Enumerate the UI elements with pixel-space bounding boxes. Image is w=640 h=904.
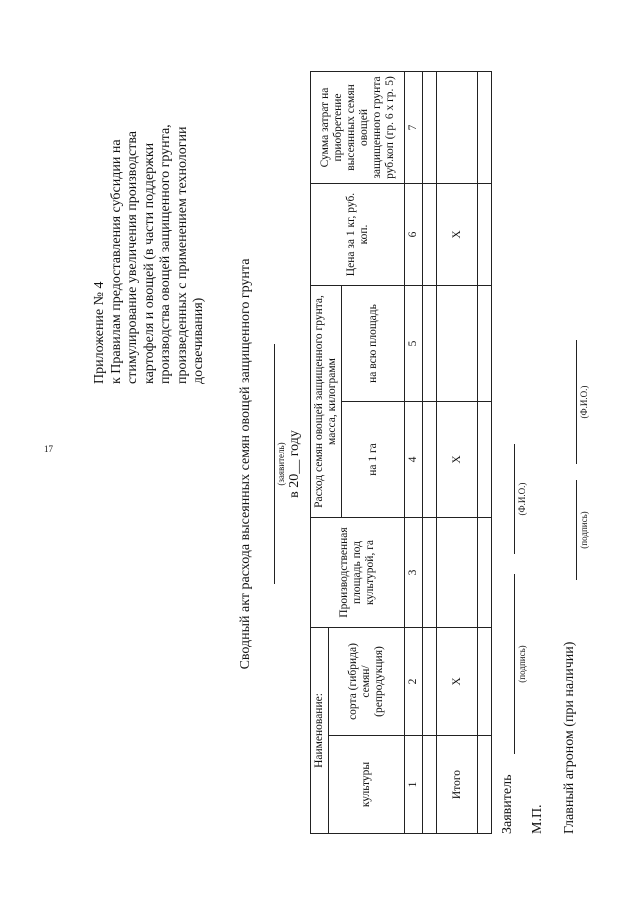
mp-label: М.П. [530, 804, 545, 834]
applicant-label: Заявитель [500, 774, 515, 834]
empty-cell [423, 628, 437, 736]
annex-line: произведенных с применением технологии [174, 126, 190, 384]
agronomist-fio-line [576, 340, 577, 464]
annex-line: к Правилам предоставления субсидии на [108, 139, 124, 384]
col-number: 4 [405, 402, 423, 518]
annex-block [92, 44, 208, 384]
header-naim: Наименование: [311, 628, 329, 834]
empty-cell [423, 518, 437, 628]
signature-line [514, 574, 515, 754]
x-mark: X [437, 628, 478, 736]
year-line: в 20__ году [287, 430, 302, 498]
annex-line: картофеля и овощей (в части поддержки [141, 142, 157, 384]
empty-cell [423, 402, 437, 518]
col-number: 6 [405, 184, 423, 286]
page-number: 17 [44, 444, 53, 454]
col-number: 7 [405, 72, 423, 184]
agronomist-fio-caption: (Ф.И.О.) [579, 385, 589, 419]
x-mark: X [437, 402, 478, 518]
empty-cell [478, 286, 492, 402]
empty-cell [478, 72, 492, 184]
empty-cell [478, 736, 492, 834]
seed-expense-table [310, 71, 492, 834]
annex-line: Приложение № 4 [92, 281, 107, 384]
header-col45: Расход семян овощей защищенного грунта, масса, килограмм [311, 286, 342, 518]
empty-cell [437, 518, 478, 628]
agronomist-label: Главный агроном (при наличии) [562, 641, 577, 834]
x-mark: X [437, 184, 478, 286]
fio-caption: (Ф.И.О.) [517, 482, 527, 516]
empty-cell [423, 286, 437, 402]
applicant-caption: (заявитель) [276, 442, 286, 486]
signature-caption: (подпись) [517, 645, 527, 683]
empty-cell [478, 518, 492, 628]
agronomist-signature-line [576, 480, 577, 580]
document-title: Сводный акт расхода высеянных семян овощей защищенного грунта [238, 258, 253, 670]
fio-line [514, 444, 515, 554]
col-number: 2 [405, 628, 423, 736]
empty-cell [423, 72, 437, 184]
empty-cell [437, 286, 478, 402]
header-col7: Сумма затрат на приобретение высеянных семян овощей защищенного грунта руб.коп (гр. 6 x гр. 5) [311, 72, 405, 184]
empty-cell [423, 736, 437, 834]
agronomist-signature-caption: (подпись) [579, 511, 589, 549]
empty-cell [478, 184, 492, 286]
empty-cell [437, 72, 478, 184]
total-label: Итого [437, 736, 478, 834]
header-col5: на всю площадь [342, 286, 405, 402]
empty-cell [423, 184, 437, 286]
header-col2: сорта (гибрида) семян/ (репродукция) [329, 628, 405, 736]
header-col4: на 1 га [342, 402, 405, 518]
col-number: 1 [405, 736, 423, 834]
empty-cell [478, 628, 492, 736]
col-number: 3 [405, 518, 423, 628]
header-col1: культуры [329, 736, 405, 834]
col-number: 5 [405, 286, 423, 402]
header-col6: Цена за 1 кг, руб. коп. [311, 184, 405, 286]
annex-line: стимулирование увеличения производства [125, 130, 140, 384]
annex-line: досвечивания) [191, 297, 206, 384]
annex-line: производства овощей защищенного грунта, [158, 124, 173, 384]
header-col3: Производственная площадь под культурой, га [311, 518, 405, 628]
empty-cell [478, 402, 492, 518]
applicant-line [274, 344, 275, 584]
